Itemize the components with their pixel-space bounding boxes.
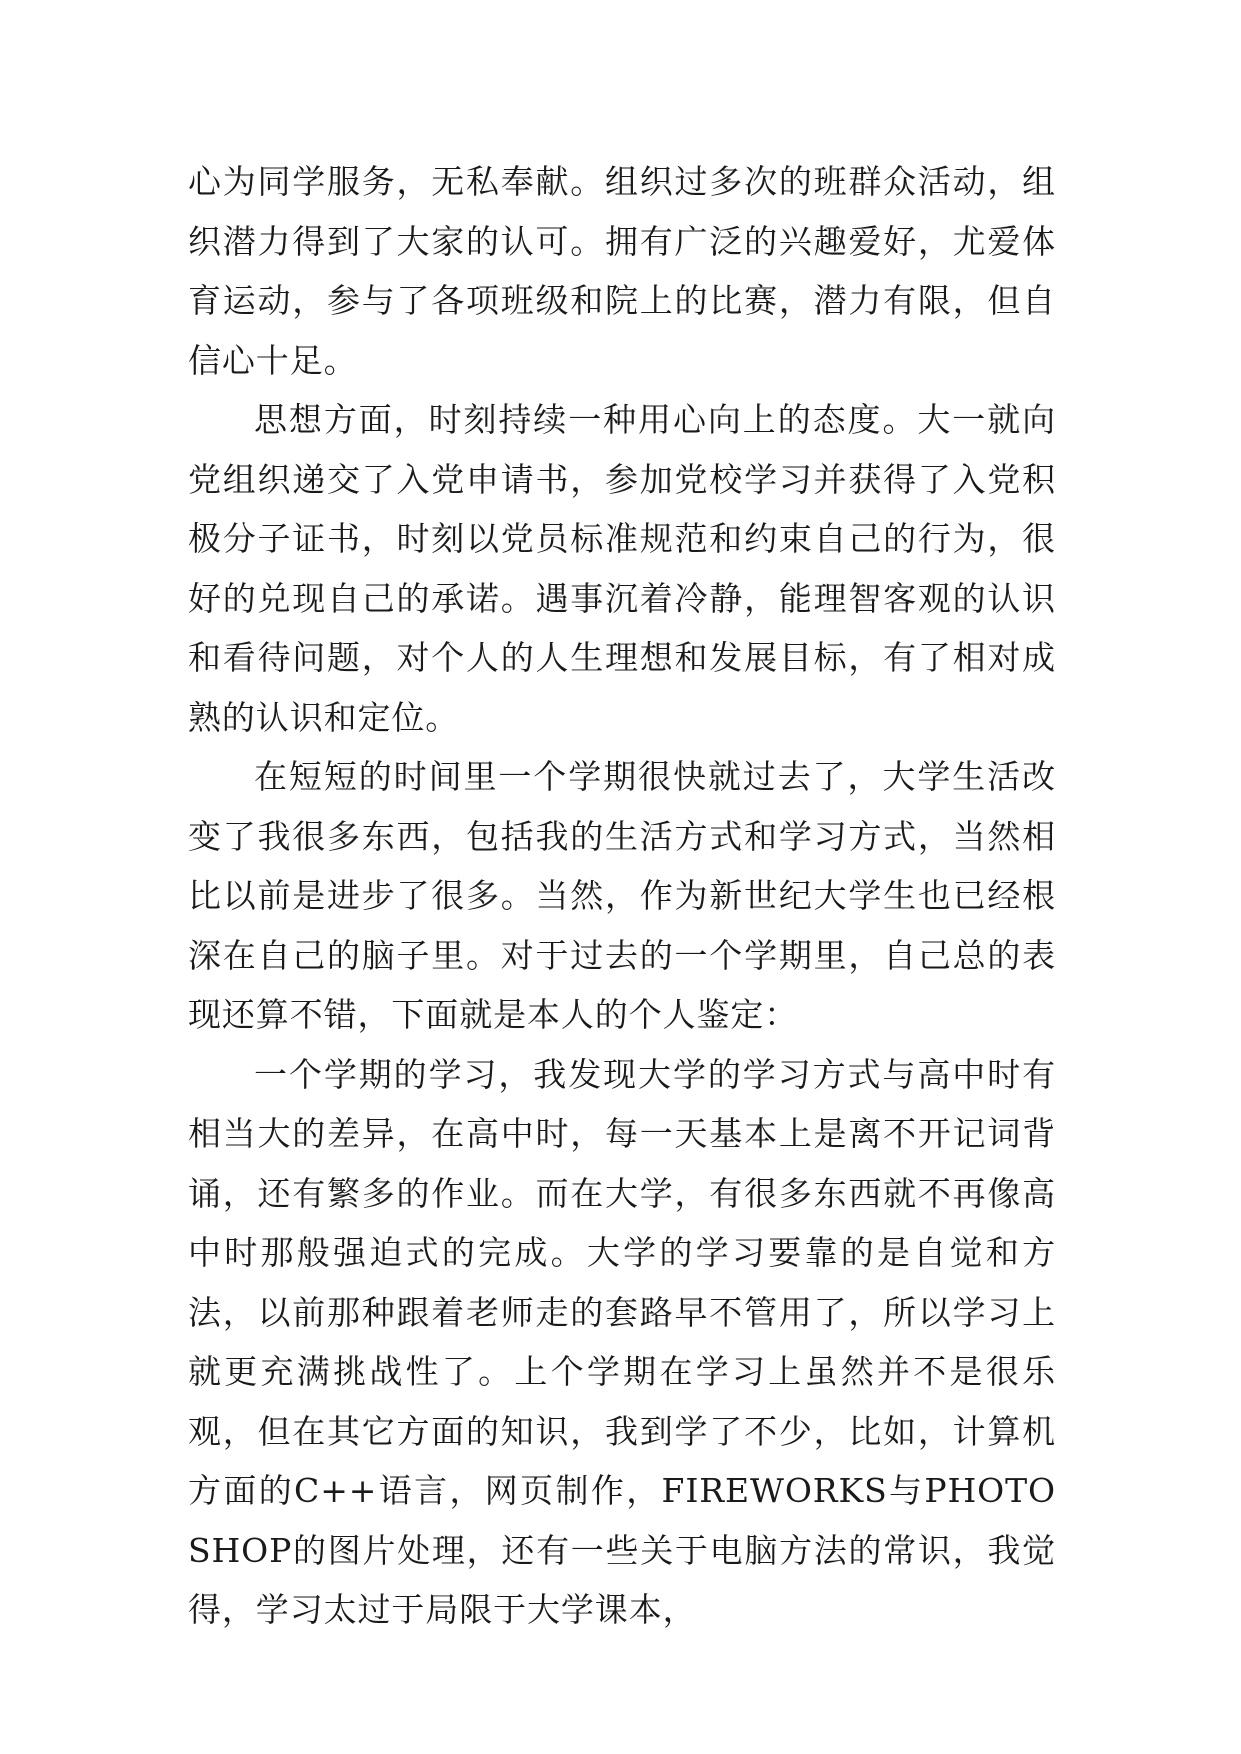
paragraph-semester-summary: 在短短的时间里一个学期很快就过去了，大学生活改变了我很多东西，包括我的生活方式和学习方式，当然相比以前是进步了很多。当然，作为新世纪大学生也已经根深在自己的脑子里。对于过去的一个学期里，自己总的表现还算不错，下面就是本人的个人鉴定： [188, 757, 1056, 1034]
paragraph-study: 一个学期的学习，我发现大学的学习方式与高中时有相当大的差异，在高中时，每一天基本上是离不开记词背诵，还有繁多的作业。而在大学，有很多东西就不再像高中时那般强迫式的完成。大学的学习要靠的是自觉和方法，以前那种跟着老师走的套路早不管用了，所以学习上就更充满挑战性了。上个学期在学习上虽然并不是很乐观，但在其它方面的知识，我到学了不少，比如，计算机方面的C++语言，网页制作，FIREWORKS与PHOTOSHOP的图片处理，还有一些关于电脑方法的常识，我觉得，学习太过于局限于大学课本， [188, 1054, 1056, 1629]
paragraph-ideology: 思想方面，时刻持续一种用心向上的态度。大一就向党组织递交了入党申请书，参加党校学习并获得了入党积极分子证书，时刻以党员标准规范和约束自己的行为，很好的兑现自己的承诺。遇事沉着冷静，能理智客观的认识和看待问题，对个人的人生理想和发展目标，有了相对成熟的认识和定位。 [188, 400, 1056, 737]
paragraph-service: 心为同学服务，无私奉献。组织过多次的班群众活动，组织潜力得到了大家的认可。拥有广泛的兴趣爱好，尤爱体育运动，参与了各项班级和院上的比赛，潜力有限，但自信心十足。 [188, 162, 1056, 380]
document-body [188, 152, 1056, 1640]
